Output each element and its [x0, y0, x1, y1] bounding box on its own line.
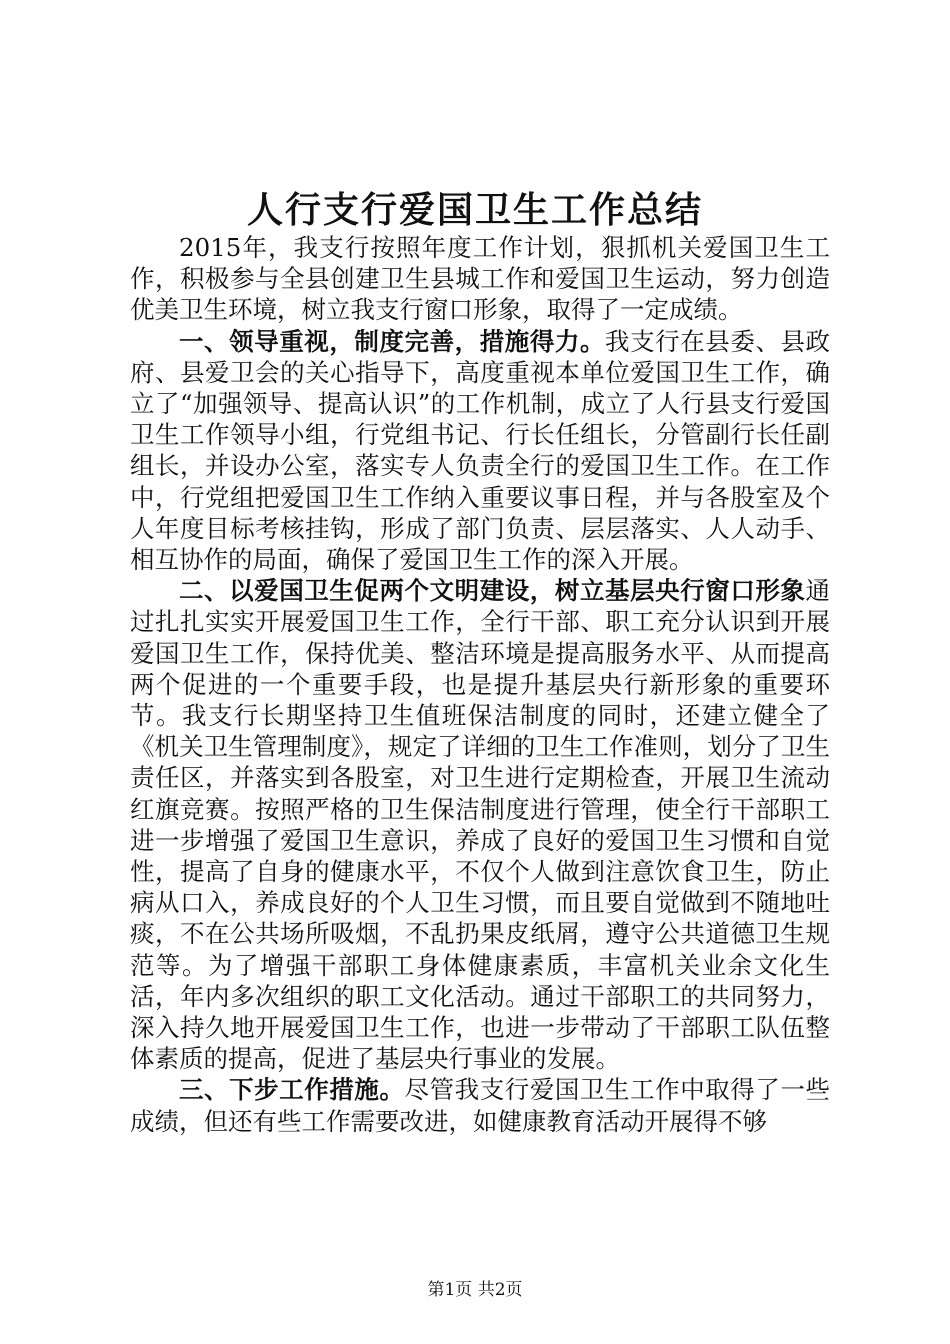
- paragraph-section-3: [130, 1074, 830, 1136]
- paragraph-intro: [130, 232, 830, 326]
- paragraph-text: 通过扎扎实实开展爱国卫生工作，全行干部、职工充分认识到开展爱国卫生工作，保持优美、整洁环境是提高服务水平、从而提高两个促进的一个重要手段，也是提升基层央行新形象的重要环节。我支行长期坚持卫生值班保洁制度的同时，还建立健全了《机关卫生管理制度》，规定了详细的卫生工作准则，划分了卫生责任区，并落实到各股室，对卫生进行定期检查，开展卫生流动红旗竞赛。按照严格的卫生保洁制度进行管理，使全行干部职工进一步增强了爱国卫生意识，养成了良好的爱国卫生习惯和自觉性，提高了自身的健康水平，不仅个人做到注意饮食卫生，防止病从口入，养成良好的个人卫生习惯，而且要自觉做到不随地吐痰，不在公共场所吸烟，不乱扔果皮纸屑，遵守公共道德卫生规范等。为了增强干部职工身体健康素质，丰富机关业余文化生活，年内多次组织的职工文化活动。通过干部职工的共同努力，深入持久地开展爱国卫生工作，也进一步带动了干部职工队伍整体素质的提高，促进了基层央行事业的发展。: [130, 576, 830, 1074]
- paragraph-text: 2015年，我支行按照年度工作计划，狠抓机关爱国卫生工作，积极参与全县创建卫生县城工作和爱国卫生运动，努力创造优美卫生环境，树立我支行窗口形象，取得了一定成绩。: [130, 233, 830, 325]
- page-number-footer: 第1页 共2页: [427, 1280, 523, 1300]
- paragraph-section-1: [130, 326, 830, 576]
- paragraph-text: 我支行在县委、县政府、县爱卫会的关心指导下，高度重视本单位爱国卫生工作，确立了“加强领导、提高认识”的工作机制，成立了人行县支行爱国卫生工作领导小组，行党组书记、行长任组长，分管副行长任副组长，并设办公室，落实专人负责全行的爱国卫生工作。在工作中，行党组把爱国卫生工作纳入重要议事日程，并与各股室及个人年度目标考核挂钩，形成了部门负责、层层落实、人人动手、相互协作的局面，确保了爱国卫生工作的深入开展。: [130, 326, 831, 575]
- document-body: [130, 232, 830, 1137]
- section-heading: 三、下步工作措施。: [179, 1075, 405, 1105]
- document-title: 人行支行爱国卫生工作总结: [246, 189, 703, 231]
- paragraph-section-2: [130, 575, 830, 1074]
- section-heading: 二、以爱国卫生促两个文明建设，树立基层央行窗口形象: [179, 576, 806, 606]
- section-heading: 一、领导重视，制度完善，措施得力。: [179, 326, 606, 356]
- paragraph-text: 尽管我支行爱国卫生工作中取得了一些成绩，但还有些工作需要改进，如健康教育活动开展得不够: [130, 1075, 831, 1136]
